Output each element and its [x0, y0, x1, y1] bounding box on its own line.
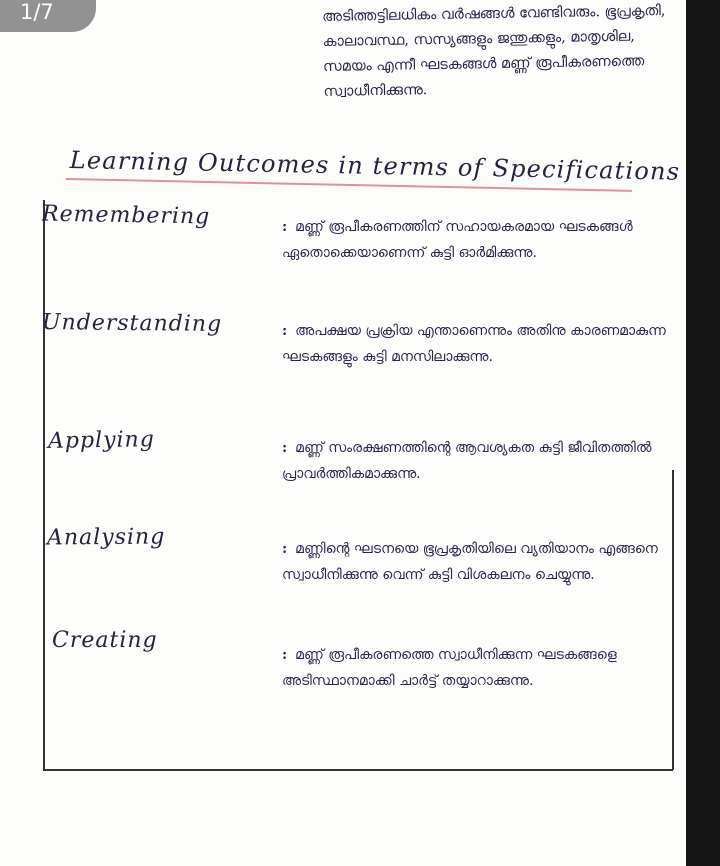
outcome-label-applying: Applying [47, 427, 156, 454]
outcome-text-applying: : മണ്ണ് സംരക്ഷണത്തിന്റെ ആവശ്യകത കുട്ടി ജീവിതത്തിൽ പ്രാവർത്തികമാക്കുന്നു. [282, 440, 652, 482]
outcome-label-remembering: Remembering [41, 201, 211, 230]
outcome-text-understanding: : അപക്ഷയ പ്രക്രിയ എന്താണെന്നും അതിനു കാരണമാകുന്ന ഘടകങ്ങളും കുട്ടി മനസിലാക്കുന്നു. [282, 323, 666, 365]
outcome-text-analysing: : മണ്ണിന്റെ ഘടനയെ ഭൂപ്രകൃതിയിലെ വ്യതിയാനം എങ്ങനെ സ്വാധീനിക്കുന്നു വെന്ന് കുട്ടി വിശകലനം ചെയ്യുന്നു. [282, 541, 658, 583]
outcome-label-understanding: Understanding [41, 310, 223, 337]
page-indicator: 1/7 [0, 0, 96, 32]
bottom-border-line [43, 769, 673, 771]
outcome-label-analysing: Analysing [46, 524, 166, 551]
intro-paragraph: അടിത്തട്ടിലധികം വർഷങ്ങൾ വേണ്ടിവരും. ഭൂപ്രകൃതി, കാലാവസ്ഥ, സസ്യങ്ങളും ജന്തുക്കളും, മാതൃശില, സമയം എന്നീ ഘടകങ്ങൾ മണ്ണ് രൂപീകരണത്തെ സ്വാധീനിക്കുന്നു. [322, 3, 666, 100]
left-margin-line [43, 200, 45, 770]
right-margin-line [672, 470, 674, 770]
outcome-text-remembering: : മണ്ണ് രൂപീകരണത്തിന് സഹായകരമായ ഘടകങ്ങൾ ഏതൊക്കെയാണെന്ന് കുട്ടി ഓർമിക്കുന്നു. [282, 219, 633, 261]
page-edge-shadow [686, 0, 720, 866]
outcome-text-creating: : മണ്ണ് രൂപീകരണത്തെ സ്വാധീനിക്കുന്ന ഘടകങ്ങളെ അടിസ്ഥാനമാക്കി ചാർട്ട് തയ്യാറാക്കുന്നു. [282, 647, 617, 689]
outcome-label-creating: Creating [52, 628, 158, 653]
page-title: Learning Outcomes in terms of Specifications [69, 146, 681, 186]
